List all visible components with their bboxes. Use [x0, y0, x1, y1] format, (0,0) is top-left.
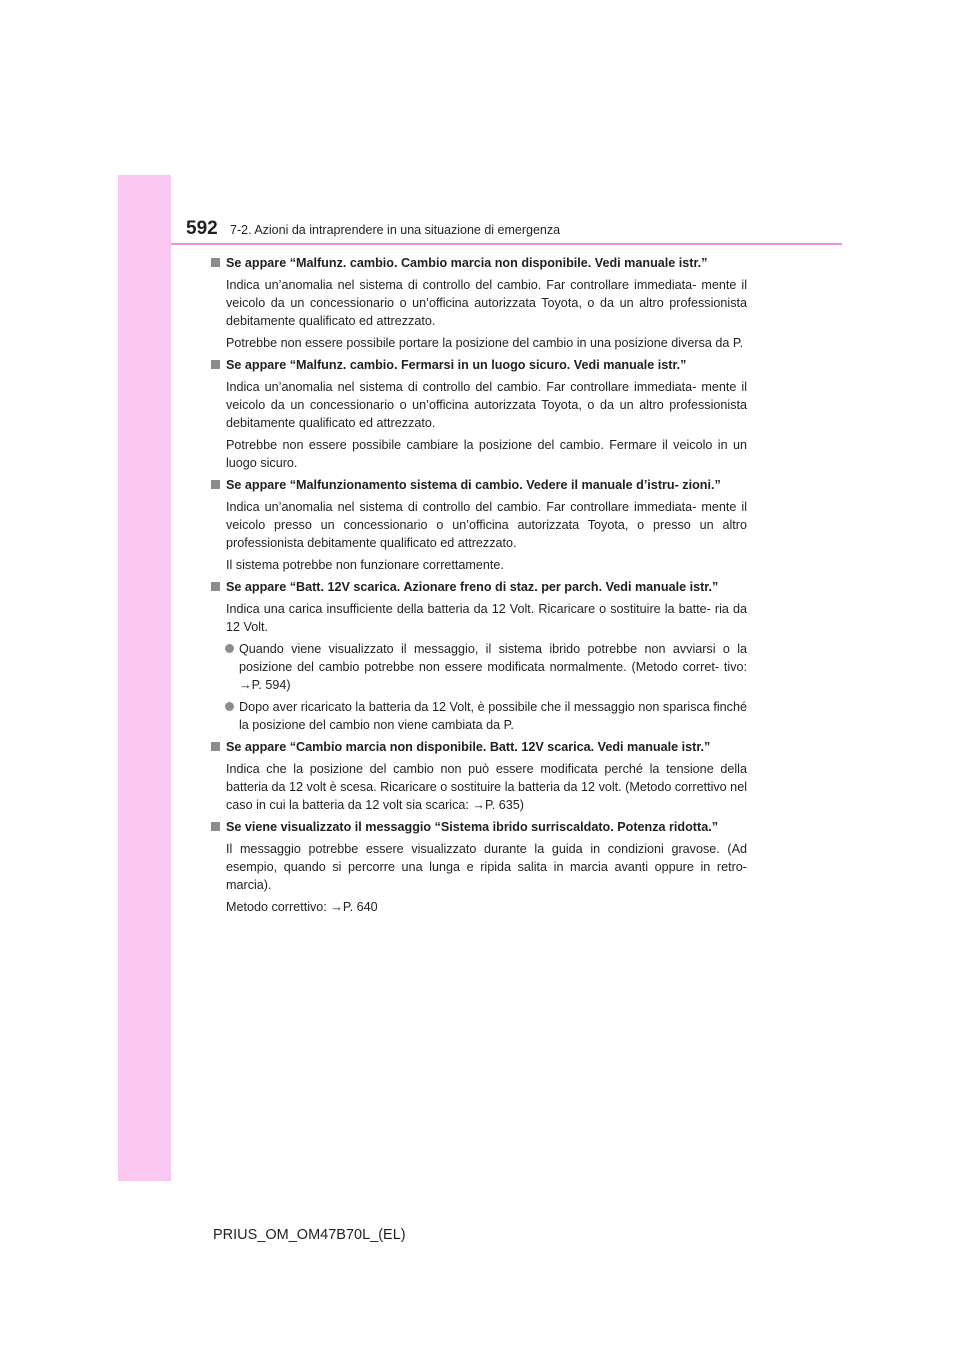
list-item: Quando viene visualizzato il messaggio, il sistema ibrido potrebbe non avviarsi o la posizione del cambio potrebbe non essere modificata normalmente. (Metodo corret- tivo: →P. 594)	[211, 640, 747, 694]
section-heading: Se appare “Malfunz. cambio. Fermarsi in un luogo sicuro. Vedi manuale istr.”	[211, 356, 747, 374]
round-bullet-icon	[225, 702, 234, 711]
paragraph: Indica un’anomalia nel sistema di controllo del cambio. Far controllare immediata- mente il veicolo da un concessionario o un’officina autorizzata Toyota, o da un altro professionista debitamente qualificato ed attrezzato.	[226, 380, 747, 430]
document-code: PRIUS_OM_OM47B70L_(EL)	[213, 1227, 406, 1243]
square-bullet-icon	[211, 582, 220, 591]
square-bullet-icon	[211, 822, 220, 831]
section-heading: Se appare “Batt. 12V scarica. Azionare freno di staz. per parch. Vedi manuale istr.”	[211, 578, 747, 596]
paragraph: Indica un’anomalia nel sistema di controllo del cambio. Far controllare immediata- mente il veicolo presso un concessionario o un’officina autorizzata Toyota, o presso un altro professionista debitamente qualificato ed attrezzato.	[226, 500, 747, 550]
paragraph: Indica una carica insufficiente della batteria da 12 Volt. Ricaricare o sostituire la batte- ria da 12 Volt.	[226, 602, 747, 634]
paragraph: Il messaggio potrebbe essere visualizzato durante la guida in condizioni gravose. (Ad esempio, quando si percorre una lunga e ripida salita in marcia avanti oppure in retro- marcia).	[226, 842, 747, 892]
paragraph: Indica un’anomalia nel sistema di controllo del cambio. Far controllare immediata- mente il veicolo da un concessionario o un’officina autorizzata Toyota, o da un altro professionista debitamente qualificato ed attrezzato.	[226, 278, 747, 328]
header-rule	[171, 243, 842, 245]
round-bullet-icon	[225, 644, 234, 653]
paragraph: Metodo correttivo: →P. 640	[226, 900, 378, 914]
section-heading: Se appare “Malfunz. cambio. Cambio marcia non disponibile. Vedi manuale istr.”	[211, 254, 747, 272]
paragraph: Potrebbe non essere possibile portare la posizione del cambio in una posizione diversa da P.	[226, 336, 744, 350]
page-content	[211, 254, 747, 920]
section-heading: Se viene visualizzato il messaggio “Sistema ibrido surriscaldato. Potenza ridotta.”	[211, 818, 747, 836]
section-heading: Se appare “Cambio marcia non disponibile. Batt. 12V scarica. Vedi manuale istr.”	[211, 738, 747, 756]
paragraph: Indica che la posizione del cambio non può essere modificata perché la tensione della batteria da 12 volt è scesa. Ricaricare o sostituire la batteria da 12 volt. (Metodo correttivo nel caso in cui la batteria da 12 volt sia scarica: →P. 635)	[226, 762, 747, 812]
section-heading: Se appare “Malfunzionamento sistema di cambio. Vedere il manuale d’istru- zioni.”	[211, 476, 747, 494]
chapter-title: 7-2. Azioni da intraprendere in una situazione di emergenza	[230, 223, 561, 237]
square-bullet-icon	[211, 360, 220, 369]
side-color-band	[118, 175, 171, 1181]
square-bullet-icon	[211, 480, 220, 489]
paragraph: Potrebbe non essere possibile cambiare la posizione del cambio. Fermare il veicolo in un luogo sicuro.	[226, 438, 747, 470]
square-bullet-icon	[211, 258, 220, 267]
paragraph: Il sistema potrebbe non funzionare correttamente.	[226, 558, 504, 572]
list-item: Dopo aver ricaricato la batteria da 12 Volt, è possibile che il messaggio non sparisca finché la posizione del cambio non viene cambiata da P.	[211, 698, 747, 734]
square-bullet-icon	[211, 742, 220, 751]
page-number: 592	[186, 218, 218, 239]
